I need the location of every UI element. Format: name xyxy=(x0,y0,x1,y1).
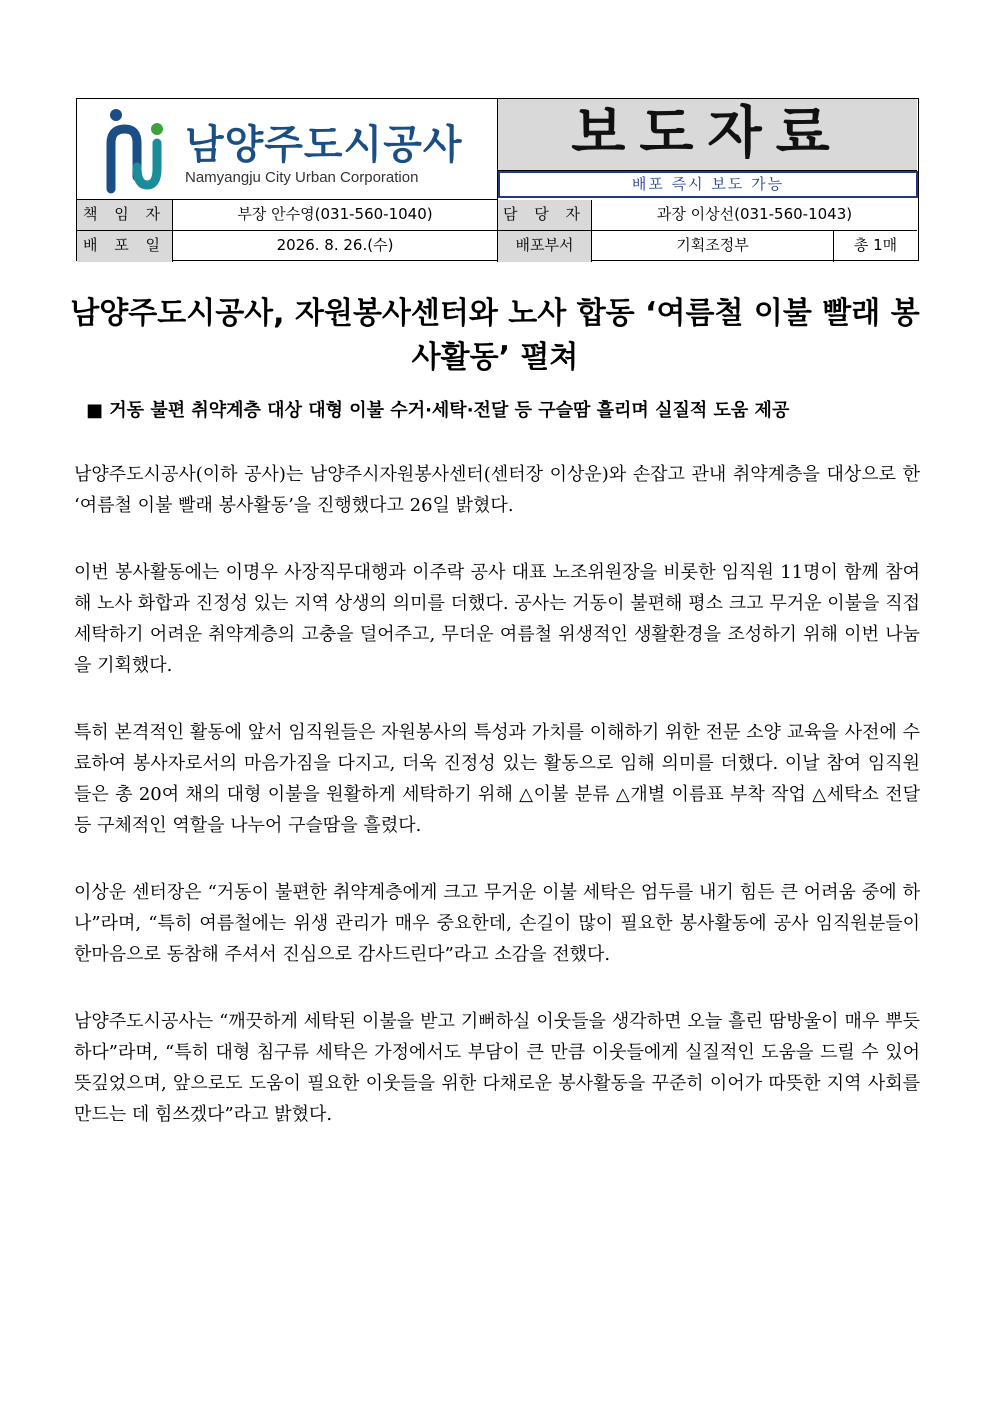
label-date: 배 포 일 xyxy=(77,231,173,262)
department: 기획조정부 xyxy=(592,231,834,262)
body-paragraph: 이상운 센터장은 “거동이 불편한 취약계층에게 크고 무거운 이불 세탁은 엄두를 내기 힘든 큰 어려움 중에 하나”라며, “특히 여름철에는 위생 관리가 매우 중요한데, 손길이 많이 필요한 봉사활동에 공사 임직원분들이 한마음으로 동참해 주셔서 진심으로 감사드린다”라고 소감을 전했다. xyxy=(74,882,920,965)
page-count: 총 1매 xyxy=(853,236,898,254)
press-release-title: 보도자료 xyxy=(571,101,844,166)
press-release-header-table xyxy=(76,98,919,261)
label-responsible: 책 임 자 xyxy=(77,200,173,230)
press-release-title-cell xyxy=(498,99,917,171)
header-row-responsible xyxy=(77,200,917,231)
article-subheadline: ■ 거동 불편 취약계층 대상 대형 이불 수거·세탁·전달 등 구슬땀 흘리며 실질적 도움 제공 xyxy=(86,400,790,421)
header-row-date xyxy=(77,231,917,262)
body-paragraph: 남양주도시공사는 “깨끗하게 세탁된 이불을 받고 기뻐하실 이웃들을 생각하면 오늘 흘린 땀방울이 매우 뿌듯하다”라며, “특히 대형 침구류 세탁은 가정에서도 부담이 큰 만큼 이웃들에게 실질적인 도움을 드릴 수 있어 뜻깊었으며, 앞으로도 도움이 필요한 이웃들을 위한 다채로운 봉사활동을 꾸준히 이어가 따뜻한 지역 사회를 만드는 데 힘쓰겠다”라고 밝혔다. xyxy=(74,1011,920,1125)
body-paragraph: 특히 본격적인 활동에 앞서 임직원들은 자원봉사의 특성과 가치를 이해하기 위한 전문 소양 교육을 사전에 수료하여 봉사자로서의 마음가짐을 다지고, 더욱 진정성 있는 활동으로 임해 의미를 더했다. 이날 참여 임직원들은 총 20여 채의 대형 이불을 원활하게 세탁하기 위해 △이불 분류 △개별 이름표 부착 작업 △세탁소 전달 등 구체적인 역할을 나누어 구슬땀을 흘렸다. xyxy=(74,722,920,836)
release-date: 2026. 8. 26.(수) xyxy=(173,231,498,262)
logo-cell xyxy=(77,99,498,200)
label-department: 배포부서 xyxy=(498,231,592,262)
contact-person: 과장 이상선(031-560-1043) xyxy=(656,205,853,223)
responsible-person: 부장 안수영(031-560-1040) xyxy=(173,200,498,230)
distribution-note: 배포 즉시 보도 가능 xyxy=(498,171,918,198)
label-contact: 담 당 자 xyxy=(498,200,592,230)
article-headline: 남양주도시공사, 자원봉사센터와 노사 합동 ‘여름철 이불 빨래 봉사활동’ 펼쳐 xyxy=(70,296,920,375)
logo-english-name: Namyangju City Urban Corporation xyxy=(185,169,419,186)
logo-korean-name: 남양주도시공사 xyxy=(185,122,463,168)
body-paragraph: 남양주도시공사(이하 공사)는 남양주시자원봉사센터(센터장 이상운)와 손잡고 관내 취약계층을 대상으로 한 ‘여름철 이불 빨래 봉사활동’을 진행했다고 26일 밝혔다. xyxy=(74,464,920,516)
corporation-logo-icon xyxy=(105,107,169,195)
body-paragraph: 이번 봉사활동에는 이명우 사장직무대행과 이주락 공사 대표 노조위원장을 비롯한 임직원 11명이 함께 참여해 노사 화합과 진정성 있는 지역 상생의 의미를 더했다. 공사는 거동이 불편해 평소 크고 무거운 이불을 직접 세탁하기 어려운 취약계층의 고충을 덜어주고, 무더운 여름철 위생적인 생활환경을 조성하기 위해 이번 나눔을 기획했다. xyxy=(74,562,920,676)
article-body xyxy=(74,459,920,1166)
